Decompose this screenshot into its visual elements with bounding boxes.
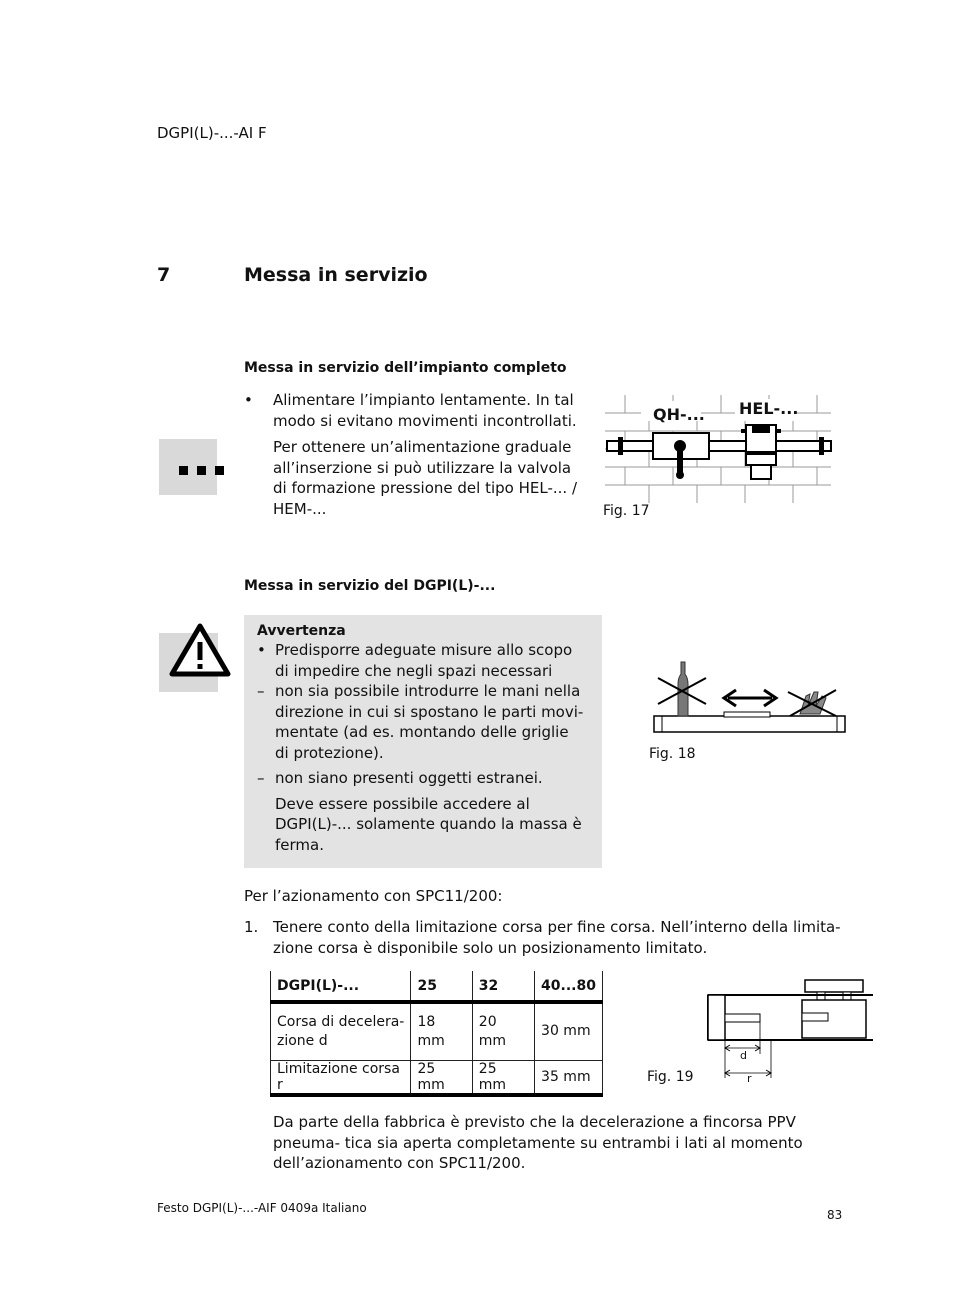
warning-bullet-mark: • <box>257 641 266 659</box>
table-header-cell: 25 <box>411 971 472 1002</box>
subheading-dgpi: Messa in servizio del DGPI(L)-... <box>244 578 496 594</box>
warning-title: Avvertenza <box>257 623 346 639</box>
fig19-label-d: d <box>740 1049 747 1062</box>
footer-left: Festo DGPI(L)-...-AIF 0409a Italiano <box>157 1201 367 1215</box>
table-header-cell: 32 <box>472 971 534 1002</box>
fig17-caption: Fig. 17 <box>603 503 650 519</box>
figure-17 <box>603 395 835 507</box>
table-row <box>271 1060 603 1095</box>
fig19-label-r: r <box>747 1072 752 1085</box>
bullet-list-impianto <box>244 390 584 519</box>
figure-18 <box>650 658 848 738</box>
table-cell: 35 mm <box>535 1060 603 1095</box>
stroke-table <box>270 971 603 1097</box>
section-number: 7 <box>157 264 171 286</box>
table-cell: 18 mm <box>411 1002 472 1060</box>
table-cell: 25 mm <box>472 1060 534 1095</box>
operation-intro: Per l’azionamento con SPC11/200: <box>244 887 503 905</box>
table-cell: Limitazione corsa r <box>271 1060 411 1095</box>
table-cell: 30 mm <box>535 1002 603 1060</box>
warning-list <box>257 640 587 855</box>
warning-dash-mark-2: – <box>257 769 265 787</box>
table-row <box>271 1002 603 1060</box>
bullet-mark: • <box>244 391 253 409</box>
note-dots-icon <box>159 439 217 495</box>
warning-dash-mark-1: – <box>257 682 265 700</box>
paragraph-alimentazione: Per ottenere un’alimentazione graduale all’inserzione si può utilizzare la valvola di formazione pressione del tipo HEL-... / HEM-... <box>273 438 577 518</box>
warning-paragraph: Deve essere possibile accedere al DGPI(L)-... solamente quando la massa è ferma. <box>275 794 582 854</box>
step-number: 1. <box>244 918 259 936</box>
fig19-caption: Fig. 19 <box>647 1069 694 1085</box>
section-title: Messa in servizio <box>244 264 428 286</box>
page-number: 83 <box>827 1208 843 1222</box>
subheading-impianto: Messa in servizio dell’impianto completo <box>244 360 567 376</box>
warning-triangle-glyph <box>168 620 232 680</box>
fig17-label-hel: HEL-... <box>739 399 799 418</box>
table-cell: 20 mm <box>472 1002 534 1060</box>
table-header-cell: 40...80 <box>535 971 603 1002</box>
warning-dash-1: non sia possibile introdurre le mani nella direzione in cui si spostano le parti movi- mentate (ad es. montando delle griglie di protezione). <box>275 682 584 762</box>
fig18-caption: Fig. 18 <box>649 746 696 762</box>
step-text: Tenere conto della limitazione corsa per fine corsa. Nell’interno della limita- zione corsa è disponibile solo un posizionamento limitato. <box>273 918 841 957</box>
closing-paragraph: Da parte della fabbrica è previsto che la decelerazione a fincorsa PPV pneuma- tica sia aperta completamente su entrambi i lati al momento dell’azionamento con SPC11/200. <box>273 1113 803 1172</box>
fig17-label-qh: QH-... <box>653 405 705 424</box>
warning-box <box>244 615 602 868</box>
warning-dash-2: non siano presenti oggetti estranei. <box>275 769 543 787</box>
table-header-row <box>271 971 603 1002</box>
table-header-cell: DGPI(L)-... <box>271 971 411 1002</box>
operation-step <box>244 917 844 958</box>
figure-19 <box>705 978 873 1086</box>
warning-bullet: Predisporre adeguate misure allo scopo di impedire che negli spazi necessari <box>275 641 573 680</box>
bullet-text: Alimentare l’impianto lentamente. In tal modo si evitano movimenti incontrollati. <box>273 391 577 430</box>
table-cell: Corsa di decelera- zione d <box>271 1002 411 1060</box>
table-cell: 25 mm <box>411 1060 472 1095</box>
running-header: DGPI(L)-...-AI F <box>157 124 267 142</box>
